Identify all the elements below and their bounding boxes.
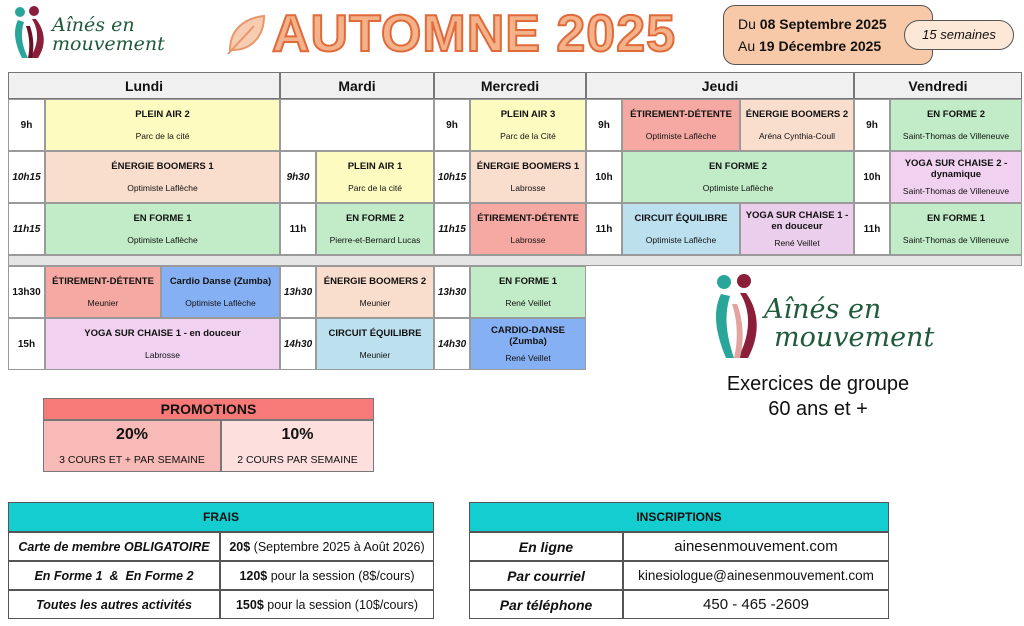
activity-cell: ÉNERGIE BOOMERS 2 Aréna Cynthia-Coull	[740, 99, 854, 151]
activity-cell: YOGA SUR CHAISE 2 - dynamique Saint-Thomas de Villeneuve	[890, 151, 1022, 203]
brand-line2: mouvement	[52, 33, 165, 55]
figures-logo-icon	[706, 272, 766, 362]
fees-title: FRAIS	[8, 502, 434, 532]
fee-value: 20$ (Septembre 2025 à Août 2026)	[220, 532, 434, 561]
activity-cell: PLEIN AIR 3 Parc de la Cité	[470, 99, 586, 151]
registration-label: Par courriel	[469, 561, 623, 590]
empty-cell	[280, 99, 434, 151]
weeks-badge: 15 semaines	[904, 20, 1014, 50]
time-slot: 13h30	[434, 266, 470, 318]
day-header-monday: Lundi	[8, 72, 280, 99]
end-date: Au 19 Décembre 2025	[738, 38, 882, 54]
activity-cell: ÉTIREMENT-DÉTENTE Optimiste Laflèche	[622, 99, 740, 151]
fee-label: Carte de membre OBLIGATOIRE	[8, 532, 220, 561]
time-slot: 11h	[854, 203, 890, 255]
lunch-divider	[8, 255, 1022, 266]
time-slot: 11h	[280, 203, 316, 255]
time-slot: 15h	[8, 318, 45, 370]
brand-line1: Aînés en	[764, 294, 882, 325]
activity-cell: EN FORME 1 René Veillet	[470, 266, 586, 318]
activity-cell: Cardio Danse (Zumba) Optimiste Laflèche	[161, 266, 280, 318]
brand-line2: mouvement	[774, 322, 935, 353]
fee-label: Toutes les autres activités	[8, 590, 220, 619]
session-dates-box	[723, 5, 933, 65]
time-slot: 9h	[854, 99, 890, 151]
activity-cell: CARDIO-DANSE (Zumba) René Veillet	[470, 318, 586, 370]
activity-cell: ÉTIREMENT-DÉTENTE Meunier	[45, 266, 161, 318]
time-slot: 9h	[586, 99, 622, 151]
promotions-title: PROMOTIONS	[43, 398, 374, 420]
day-header-wednesday: Mercredi	[434, 72, 586, 99]
registration-label: Par téléphone	[469, 590, 623, 619]
activity-cell: EN FORME 1 Optimiste Laflèche	[45, 203, 280, 255]
activity-cell: EN FORME 2 Saint-Thomas de Villeneuve	[890, 99, 1022, 151]
time-slot: 13h30	[8, 266, 45, 318]
day-header-friday: Vendredi	[854, 72, 1022, 99]
fee-value: 150$ pour la session (10$/cours)	[220, 590, 434, 619]
figures-logo-icon	[8, 4, 52, 62]
promotion-20: 20% 3 COURS ET + PAR SEMAINE	[43, 420, 221, 472]
registration-phone[interactable]: 450 - 465 -2609	[623, 590, 889, 619]
fee-label: En Forme 1 & En Forme 2	[8, 561, 220, 590]
fee-value: 120$ pour la session (8$/cours)	[220, 561, 434, 590]
activity-cell: CIRCUIT ÉQUILIBRE Meunier	[316, 318, 434, 370]
activity-cell: ÉNERGIE BOOMERS 2 Meunier	[316, 266, 434, 318]
time-slot: 13h30	[280, 266, 316, 318]
leaf-icon	[224, 12, 268, 56]
time-slot: 10h15	[8, 151, 45, 203]
brand-logo-large	[706, 272, 935, 362]
time-slot: 10h	[854, 151, 890, 203]
time-slot: 10h	[586, 151, 622, 203]
activity-cell: ÉNERGIE BOOMERS 1 Labrosse	[470, 151, 586, 203]
registration-email-link[interactable]: kinesiologue@ainesenmouvement.com	[623, 561, 889, 590]
day-header-tuesday: Mardi	[280, 72, 434, 99]
activity-cell: YOGA SUR CHAISE 1 - en douceur Labrosse	[45, 318, 280, 370]
activity-cell: YOGA SUR CHAISE 1 - en douceur René Veillet	[740, 203, 854, 255]
time-slot: 11h15	[8, 203, 45, 255]
registration-label: En ligne	[469, 532, 623, 561]
tagline: Exercices de groupe 60 ans et +	[726, 373, 910, 420]
day-header-thursday: Jeudi	[586, 72, 854, 99]
time-slot: 9h	[8, 99, 45, 151]
time-slot: 14h30	[434, 318, 470, 370]
activity-cell: ÉNERGIE BOOMERS 1 Optimiste Laflèche	[45, 151, 280, 203]
start-date: Du 08 Septembre 2025	[738, 16, 887, 32]
activity-cell: EN FORME 1 Saint-Thomas de Villeneuve	[890, 203, 1022, 255]
activity-cell: CIRCUIT ÉQUILIBRE Optimiste Laflèche	[622, 203, 740, 255]
registrations-title: INSCRIPTIONS	[469, 502, 889, 532]
time-slot: 11h15	[434, 203, 470, 255]
brand-logo	[8, 4, 165, 64]
activity-cell: PLEIN AIR 2 Parc de la cité	[45, 99, 280, 151]
time-slot: 9h	[434, 99, 470, 151]
activity-cell: EN FORME 2 Pierre-et-Bernard Lucas	[316, 203, 434, 255]
time-slot: 14h30	[280, 318, 316, 370]
time-slot: 11h	[586, 203, 622, 255]
activity-cell: PLEIN AIR 1 Parc de la cité	[316, 151, 434, 203]
activity-cell: EN FORME 2 Optimiste Laflèche	[622, 151, 854, 203]
promotion-10: 10% 2 COURS PAR SEMAINE	[221, 420, 374, 472]
brand-line1: Aînés en	[52, 14, 135, 36]
activity-cell: ÉTIREMENT-DÉTENTE Labrosse	[470, 203, 586, 255]
time-slot: 9h30	[280, 151, 316, 203]
time-slot: 10h15	[434, 151, 470, 203]
registration-website-link[interactable]: ainesenmouvement.com	[623, 532, 889, 561]
season-title: AUTOMNE 2025	[272, 5, 677, 63]
